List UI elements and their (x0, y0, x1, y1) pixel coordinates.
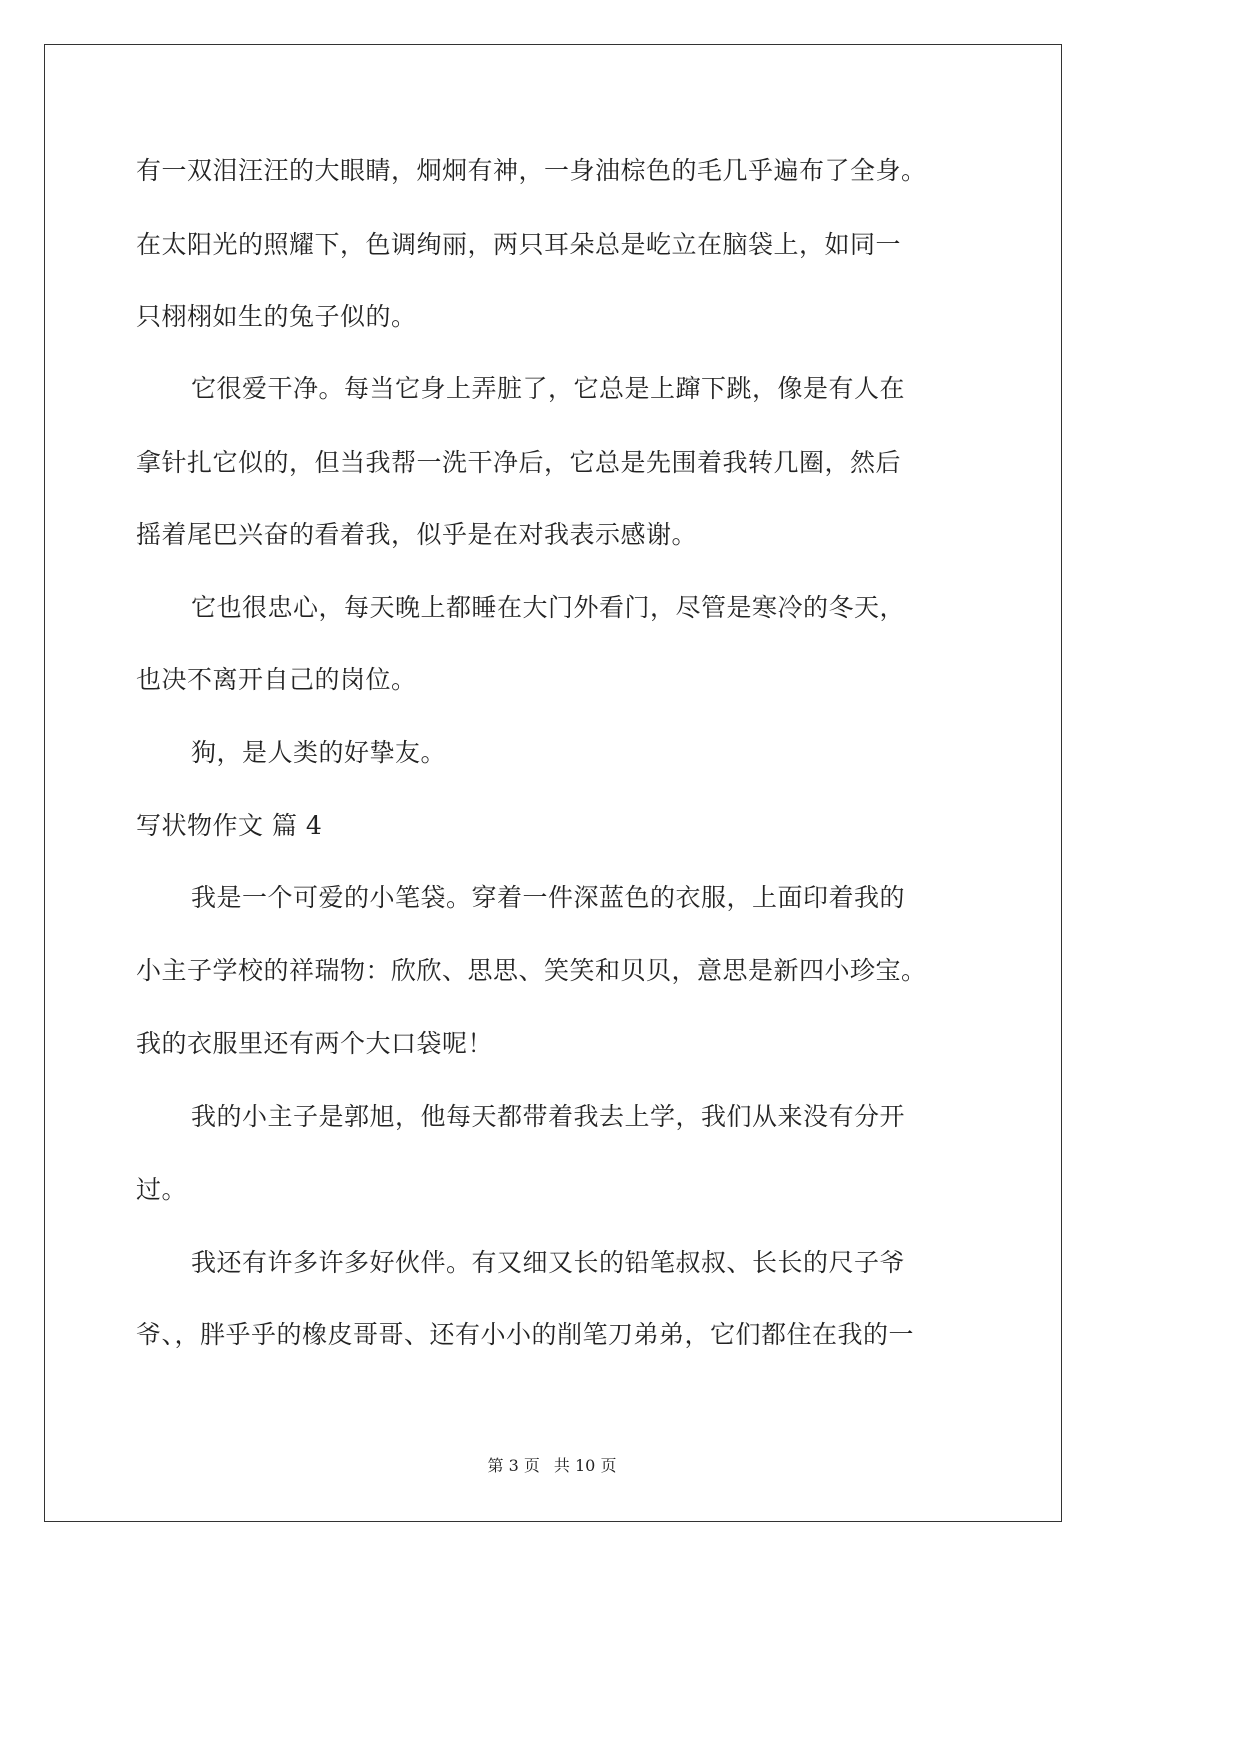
page-border (44, 44, 1062, 1522)
page-footer (0, 1453, 1104, 1476)
section-heading: 写状物作文 篇 4 (136, 811, 323, 840)
text-line: 我的小主子是郭旭，他每天都带着我去上学，我们从来没有分开 (191, 1102, 906, 1131)
text-line: 狗，是人类的好挚友。 (191, 738, 447, 767)
text-line: 我还有许多许多好伙伴。有又细又长的铅笔叔叔、长长的尺子爷 (191, 1248, 906, 1277)
text-line: 我是一个可爱的小笔袋。穿着一件深蓝色的衣服，上面印着我的 (191, 883, 906, 912)
text-line: 过。 (136, 1175, 188, 1204)
text-line: 有一双泪汪汪的大眼睛，炯炯有神，一身油棕色的毛几乎遍布了全身。 (136, 156, 927, 185)
page-number: 第 3 页 (487, 1456, 540, 1475)
text-line: 我的衣服里还有两个大口袋呢！ (136, 1029, 494, 1058)
text-line: 拿针扎它似的，但当我帮一洗干净后，它总是先围着我转几圈，然后 (136, 448, 902, 477)
page-total: 共 10 页 (553, 1456, 617, 1475)
text-line: 小主子学校的祥瑞物：欣欣、思思、笑笑和贝贝，意思是新四小珍宝。 (136, 956, 927, 985)
text-line: 它也很忠心，每天晚上都睡在大门外看门，尽管是寒冷的冬天， (191, 593, 906, 622)
text-line: 摇着尾巴兴奋的看着我，似乎是在对我表示感谢。 (136, 520, 698, 549)
text-line: 只栩栩如生的兔子似的。 (136, 302, 417, 331)
text-line: 它很爱干净。每当它身上弄脏了，它总是上蹿下跳，像是有人在 (191, 374, 906, 403)
text-line: 在太阳光的照耀下，色调绚丽，两只耳朵总是屹立在脑袋上，如同一 (136, 230, 902, 259)
text-line: 也决不离开自己的岗位。 (136, 665, 417, 694)
text-line: 爷、，胖乎乎的橡皮哥哥、还有小小的削笔刀弟弟，它们都住在我的一 (136, 1320, 915, 1349)
